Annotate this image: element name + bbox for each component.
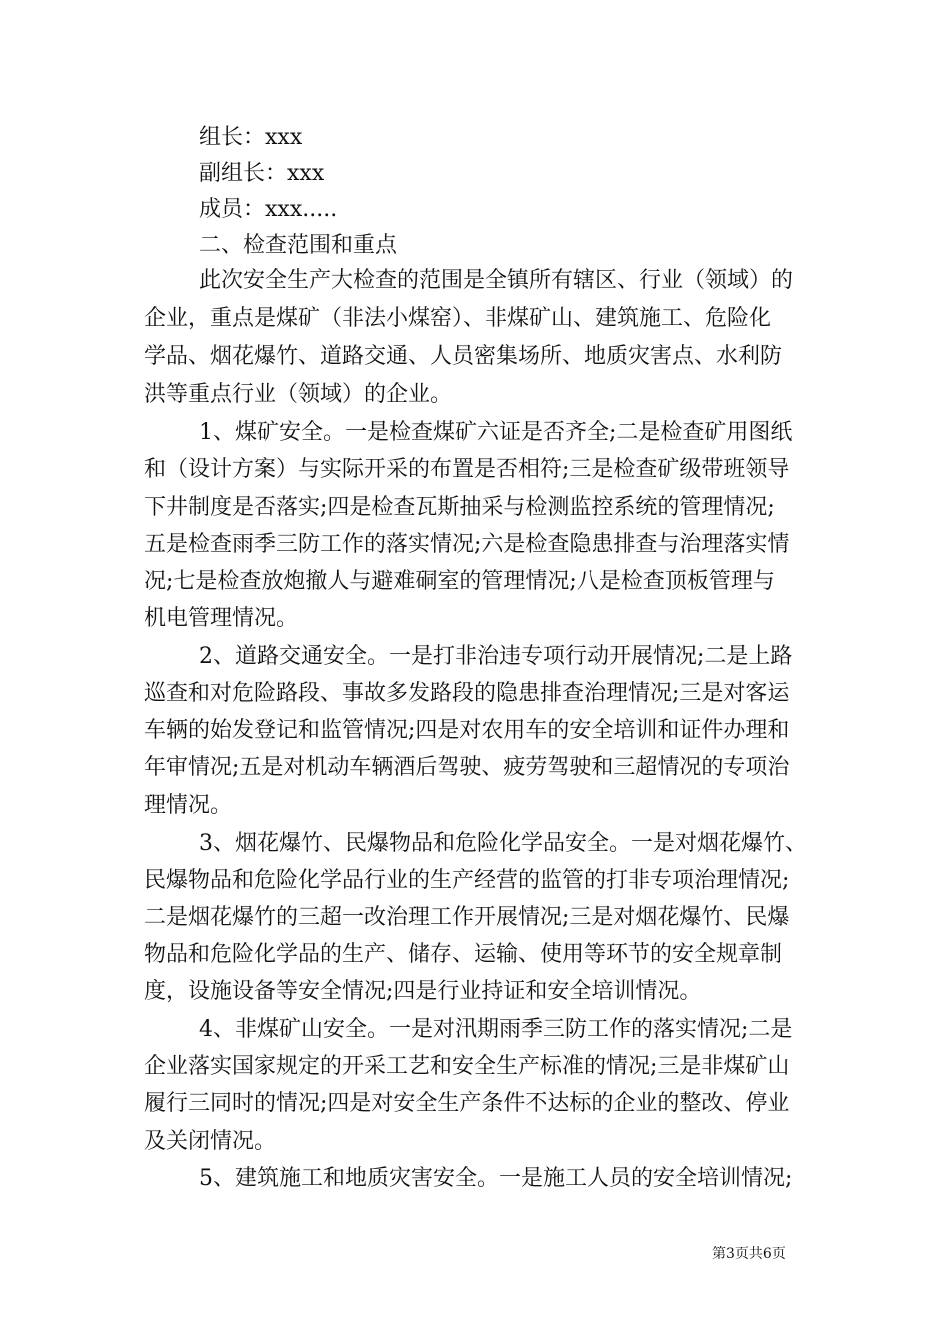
text-line: 和（设计方案）与实际开采的布置是否相符;三是检查矿级带班领导 <box>144 457 790 482</box>
text-line: 五是检查雨季三防工作的落实情况;六是检查隐患排查与治理落实情 <box>144 532 790 557</box>
text-line: 企业，重点是煤矿（非法小煤窑）、非煤矿山、建筑施工、危险化 <box>144 306 772 331</box>
text-line: 机电管理情况。 <box>144 606 299 631</box>
text-line: 二是烟花爆竹的三超一改治理工作开展情况;三是对烟花爆竹、民爆 <box>144 905 790 930</box>
page-number: 第3页共6页 <box>712 1246 786 1262</box>
text-line: 3、烟花爆竹、民爆物品和危险化学品安全。一是对烟花爆竹、 <box>199 831 807 856</box>
text-line: 巡查和对危险路段、事故多发路段的隐患排查治理情况;三是对客运 <box>144 681 790 706</box>
text-line: 1、煤矿安全。一是检查煤矿六证是否齐全;二是检查矿用图纸 <box>199 420 793 445</box>
text-line: 年审情况;五是对机动车辆酒后驾驶、疲劳驾驶和三超情况的专项治 <box>144 755 790 780</box>
text-line: 下井制度是否落实;四是检查瓦斯抽采与检测监控系统的管理情况; <box>144 495 775 520</box>
text-line: 车辆的始发登记和监管情况;四是对农用车的安全培训和证件办理和 <box>144 718 790 743</box>
text-line: 度，设施设备等安全情况;四是行业持证和安全培训情况。 <box>144 979 702 1004</box>
text-line: 学品、烟花爆竹、道路交通、人员密集场所、地质灾害点、水利防 <box>144 344 783 369</box>
text-line: 副组长：xxx <box>199 161 325 186</box>
text-line: 4、非煤矿山安全。一是对汛期雨季三防工作的落实情况;二是 <box>199 1017 793 1042</box>
text-line: 5、建筑施工和地质灾害安全。一是施工人员的安全培训情况; <box>199 1166 793 1191</box>
text-line: 洪等重点行业（领域）的企业。 <box>144 382 453 407</box>
text-line: 成员：xxx..... <box>199 197 338 222</box>
text-line: 民爆物品和危险化学品行业的生产经营的监管的打非专项治理情况; <box>144 868 790 893</box>
text-line: 企业落实国家规定的开采工艺和安全生产标准的情况;三是非煤矿山 <box>144 1054 790 1079</box>
text-line: 2、道路交通安全。一是打非治违专项行动开展情况;二是上路 <box>199 644 793 669</box>
section-heading: 二、检查范围和重点 <box>199 233 398 258</box>
text-line: 履行三同时的情况;四是对安全生产条件不达标的企业的整改、停业 <box>144 1091 790 1116</box>
text-line: 组长：xxx <box>199 125 303 150</box>
text-line: 及关闭情况。 <box>144 1129 277 1154</box>
text-line: 理情况。 <box>144 793 233 818</box>
text-line: 此次安全生产大检查的范围是全镇所有辖区、行业（领域）的 <box>199 268 794 293</box>
text-line: 况;七是检查放炮撤人与避难硐室的管理情况;八是检查顶板管理与 <box>144 569 775 594</box>
text-line: 物品和危险化学品的生产、储存、运输、使用等环节的安全规章制 <box>144 942 783 967</box>
